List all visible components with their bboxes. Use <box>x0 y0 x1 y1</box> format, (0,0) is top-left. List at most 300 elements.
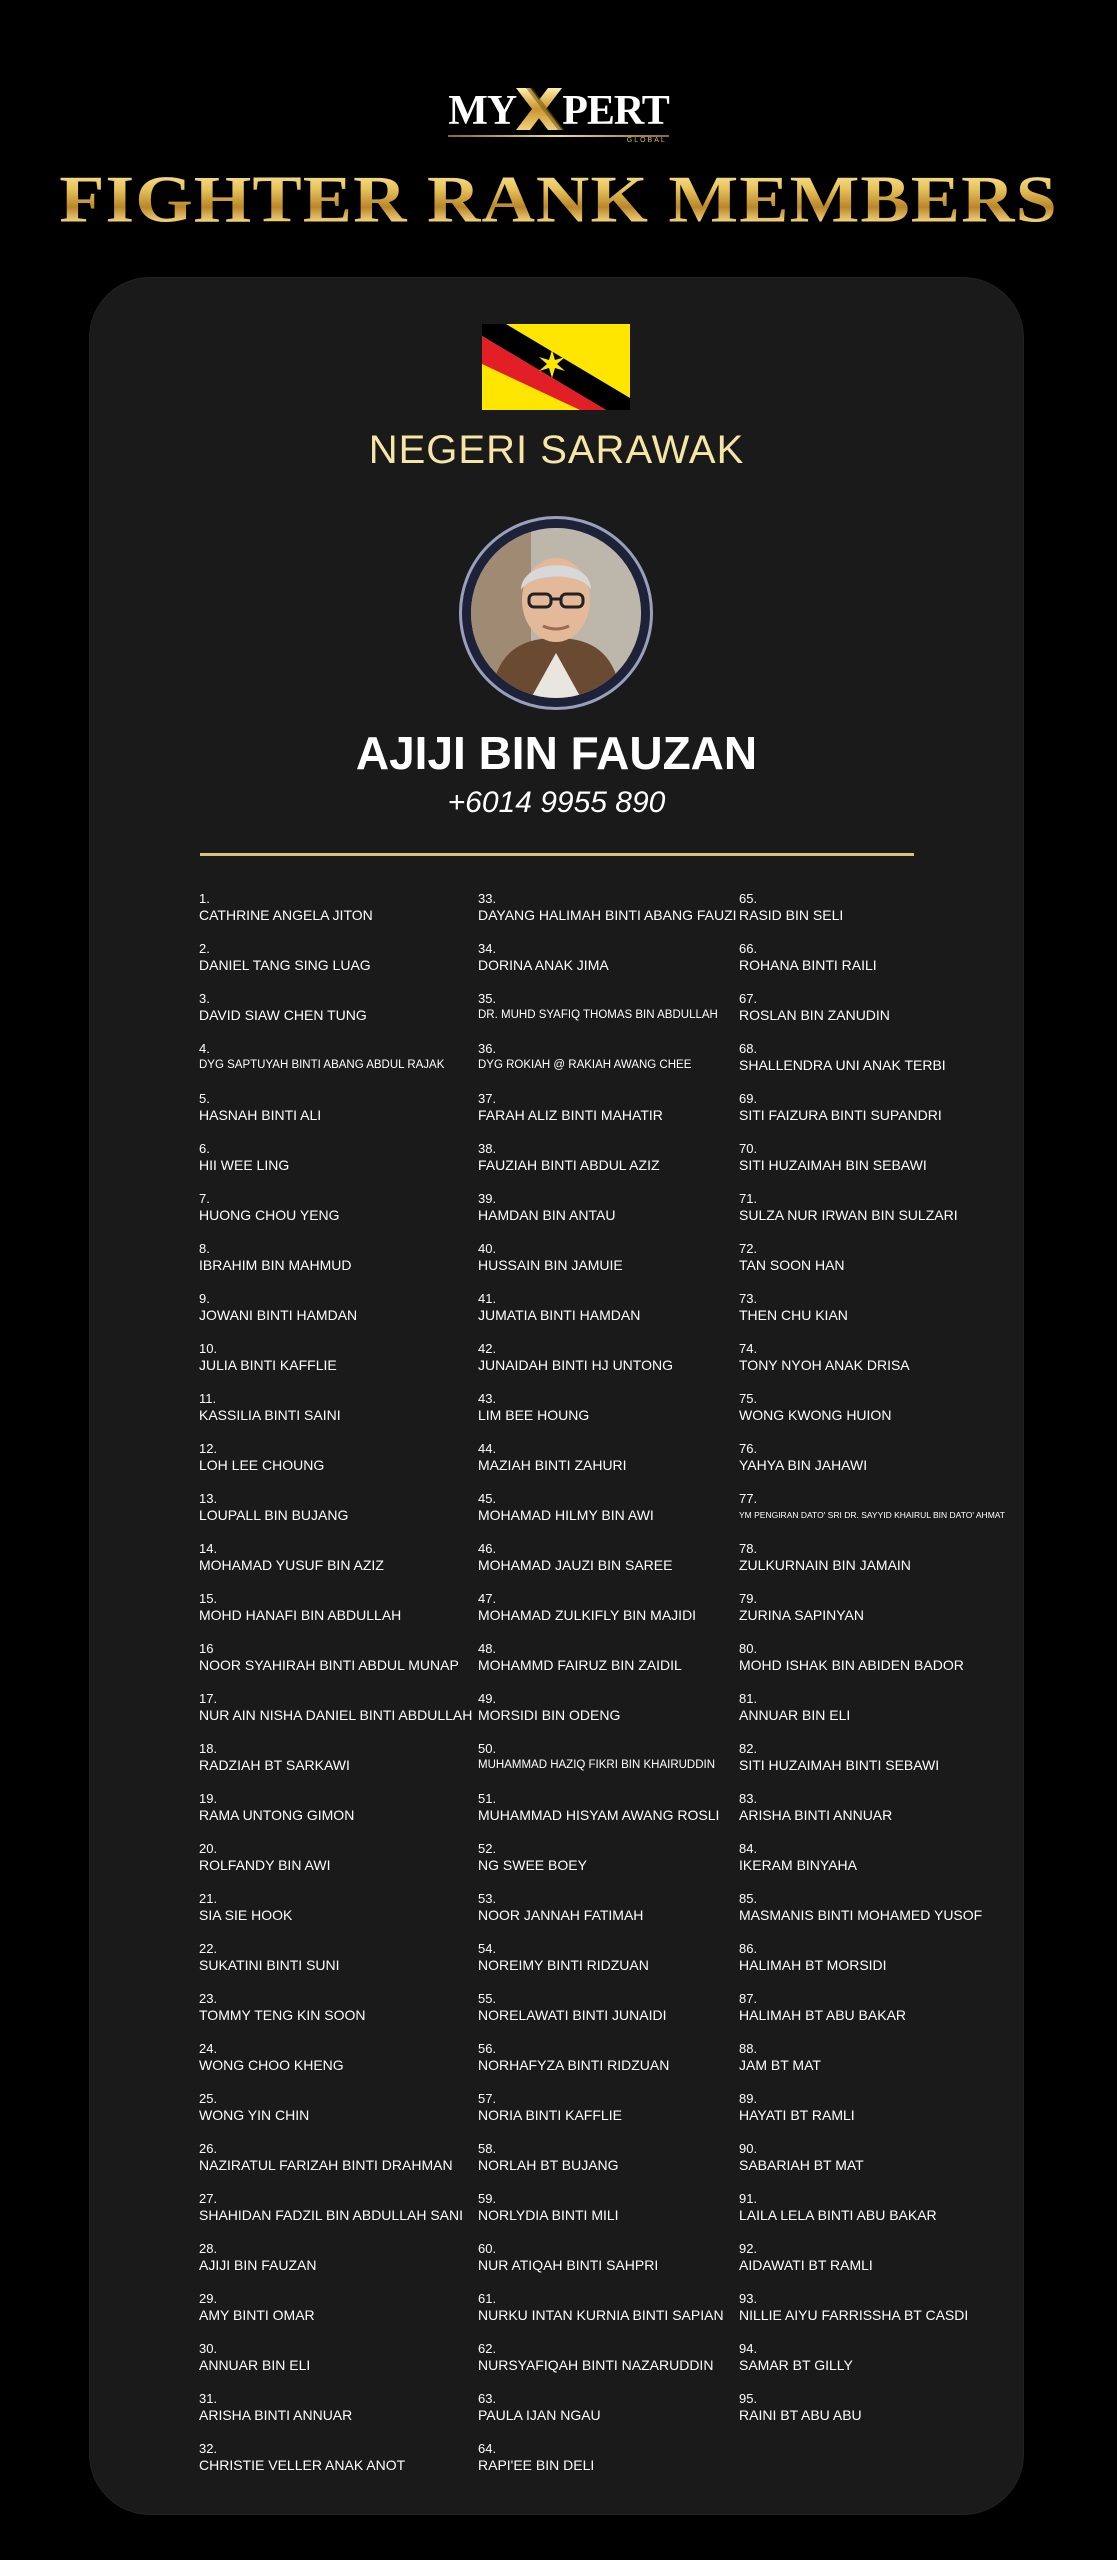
member-number: 86. <box>739 1941 758 1956</box>
list-item <box>199 1692 489 1742</box>
state-name: NEGERI SARAWAK <box>368 428 745 472</box>
list-item <box>739 2342 1029 2392</box>
list-item <box>478 1492 768 1542</box>
member-number: 82. <box>739 1741 758 1756</box>
member-name: NORLAH BT BUJANG <box>478 2156 619 2173</box>
member-number: 94. <box>739 2341 758 2356</box>
member-name: NAZIRATUL FARIZAH BINTI DRAHMAN <box>199 2156 453 2173</box>
list-item <box>478 1142 768 1192</box>
member-number: 39. <box>478 1191 497 1206</box>
list-item <box>199 2442 489 2492</box>
member-number: 83. <box>739 1791 758 1806</box>
member-number: 52. <box>478 1841 497 1856</box>
member-number: 24. <box>199 2041 218 2056</box>
avatar <box>471 528 641 698</box>
member-name: LOUPALL BIN BUJANG <box>199 1506 349 1523</box>
member-name: SITI HUZAIMAH BIN SEBAWI <box>739 1156 927 1173</box>
member-number: 41. <box>478 1291 497 1306</box>
member-name: NG SWEE BOEY <box>478 1856 587 1873</box>
member-number: 35. <box>478 991 497 1006</box>
member-number: 70. <box>739 1141 758 1156</box>
member-name: HALIMAH BT MORSIDI <box>739 1956 887 1973</box>
member-number: 61. <box>478 2291 497 2306</box>
list-item <box>739 2142 1029 2192</box>
member-column-3 <box>739 892 1029 2442</box>
member-name: SIA SIE HOOK <box>199 1906 293 1923</box>
member-name: KASSILIA BINTI SAINI <box>199 1406 341 1423</box>
member-name: WONG YIN CHIN <box>199 2106 310 2123</box>
member-name: NOOR SYAHIRAH BINTI ABDUL MUNAP <box>199 1656 459 1673</box>
list-item <box>478 1642 768 1692</box>
member-name: MAZIAH BINTI ZAHURI <box>478 1456 627 1473</box>
member-name: JUNAIDAH BINTI HJ UNTONG <box>478 1356 673 1373</box>
list-item <box>739 2242 1029 2292</box>
member-name: SHALLENDRA UNI ANAK TERBI <box>739 1056 946 1073</box>
list-item <box>199 992 489 1042</box>
list-item <box>199 1342 489 1392</box>
list-item <box>478 2392 768 2442</box>
member-number: 9. <box>199 1291 210 1306</box>
logo-subtext: GLOBAL <box>626 137 667 144</box>
member-number: 23. <box>199 1991 218 2006</box>
member-number: 55. <box>478 1991 497 2006</box>
member-name: DAVID SIAW CHEN TUNG <box>199 1006 367 1023</box>
member-name: MOHD HANAFI BIN ABDULLAH <box>199 1606 402 1623</box>
logo-text-right: PERT <box>562 88 669 134</box>
list-item <box>478 2242 768 2292</box>
member-number: 59. <box>478 2191 497 2206</box>
member-name: MOHD ISHAK BIN ABIDEN BADOR <box>739 1656 964 1673</box>
member-name: YAHYA BIN JAHAWI <box>739 1456 868 1473</box>
member-name: MASMANIS BINTI MOHAMED YUSOF <box>739 1906 983 1923</box>
list-item <box>199 1092 489 1142</box>
member-name: NILLIE AIYU FARRISSHA BT CASDI <box>739 2306 969 2323</box>
member-number: 11. <box>199 1391 217 1406</box>
member-number: 13. <box>199 1491 218 1506</box>
list-item <box>739 1292 1029 1342</box>
list-item <box>739 1342 1029 1392</box>
member-number: 26. <box>199 2141 218 2156</box>
member-name: ARISHA BINTI ANNUAR <box>739 1806 893 1823</box>
list-item <box>739 2292 1029 2342</box>
member-number: 91. <box>739 2191 758 2206</box>
member-name: ROSLAN BIN ZANUDIN <box>739 1006 890 1023</box>
member-number: 69. <box>739 1091 758 1106</box>
member-number: 21. <box>199 1891 218 1906</box>
member-number: 48. <box>478 1641 497 1656</box>
member-number: 2. <box>199 941 210 956</box>
list-item <box>478 2342 768 2392</box>
member-name: DR. MUHD SYAFIQ THOMAS BIN ABDULLAH <box>478 1008 718 1021</box>
list-item <box>739 1142 1029 1192</box>
list-item <box>199 1242 489 1292</box>
member-number: 73. <box>739 1291 758 1306</box>
list-item <box>199 1942 489 1992</box>
logo-x-icon <box>512 86 566 132</box>
member-name: NURKU INTAN KURNIA BINTI SAPIAN <box>478 2306 724 2323</box>
list-item <box>478 1242 768 1292</box>
member-number: 60. <box>478 2241 497 2256</box>
member-number: 50. <box>478 1741 497 1756</box>
member-number: 87. <box>739 1991 758 2006</box>
member-number: 68. <box>739 1041 758 1056</box>
member-name: IBRAHIM BIN MAHMUD <box>199 1256 352 1273</box>
list-item <box>199 942 489 992</box>
brand-logo <box>0 78 1117 144</box>
member-number: 88. <box>739 2041 758 2056</box>
list-item <box>199 1442 489 1492</box>
member-number: 18. <box>199 1741 218 1756</box>
list-item <box>478 1542 768 1592</box>
member-name: TOMMY TENG KIN SOON <box>199 2006 366 2023</box>
member-name: SAMAR BT GILLY <box>739 2356 853 2373</box>
member-name: MUHAMMAD HISYAM AWANG ROSLI <box>478 1806 720 1823</box>
list-item <box>478 2142 768 2192</box>
member-number: 51. <box>478 1791 497 1806</box>
member-name: ANNUAR BIN ELI <box>739 1706 851 1723</box>
member-name: CHRISTIE VELLER ANAK ANOT <box>199 2456 406 2473</box>
list-item <box>739 1042 1029 1092</box>
member-number: 74. <box>739 1341 758 1356</box>
member-name: ARISHA BINTI ANNUAR <box>199 2406 353 2423</box>
member-number: 46. <box>478 1541 497 1556</box>
list-item <box>478 2442 768 2492</box>
person-photo-icon <box>471 528 641 698</box>
member-number: 66. <box>739 941 758 956</box>
list-item <box>478 1692 768 1742</box>
list-item <box>739 1942 1029 1992</box>
list-item <box>199 2342 489 2392</box>
member-name: ZURINA SAPINYAN <box>739 1606 864 1623</box>
list-item <box>199 1592 489 1642</box>
list-item <box>199 1392 489 1442</box>
list-item <box>199 1042 489 1092</box>
member-number: 34. <box>478 941 497 956</box>
member-number: 44. <box>478 1441 497 1456</box>
member-number: 75. <box>739 1391 758 1406</box>
member-number: 89. <box>739 2091 758 2106</box>
member-number: 93. <box>739 2291 758 2306</box>
list-item <box>199 1642 489 1692</box>
list-item <box>478 1942 768 1992</box>
member-number: 1. <box>199 891 210 906</box>
list-item <box>199 1192 489 1242</box>
member-name: JULIA BINTI KAFFLIE <box>199 1356 337 1373</box>
member-name: RAINI BT ABU ABU <box>739 2406 862 2423</box>
member-name: JOWANI BINTI HAMDAN <box>199 1306 358 1323</box>
member-name: MORSIDI BIN ODENG <box>478 1706 621 1723</box>
member-number: 49. <box>478 1691 497 1706</box>
member-name: IKERAM BINYAHA <box>739 1856 857 1873</box>
list-item <box>199 2042 489 2092</box>
list-item <box>478 1392 768 1442</box>
member-number: 14. <box>199 1541 218 1556</box>
member-name: NORHAFYZA BINTI RIDZUAN <box>478 2056 670 2073</box>
member-name: NURSYAFIQAH BINTI NAZARUDDIN <box>478 2356 714 2373</box>
member-name: PAULA IJAN NGAU <box>478 2406 601 2423</box>
list-item <box>199 1492 489 1542</box>
member-name: SITI HUZAIMAH BINTI SEBAWI <box>739 1756 940 1773</box>
list-item <box>199 1792 489 1842</box>
member-name: ROHANA BINTI RAILI <box>739 956 877 973</box>
member-number: 32. <box>199 2441 218 2456</box>
member-name: NOREIMY BINTI RIDZUAN <box>478 1956 649 1973</box>
list-item <box>199 2142 489 2192</box>
member-column-2 <box>478 892 768 2492</box>
member-name: HASNAH BINTI ALI <box>199 1106 322 1123</box>
list-item <box>478 1092 768 1142</box>
member-name: HALIMAH BT ABU BAKAR <box>739 2006 907 2023</box>
member-number: 40. <box>478 1241 497 1256</box>
list-item <box>478 2042 768 2092</box>
list-item <box>199 2292 489 2342</box>
sarawak-flag-icon <box>482 324 630 410</box>
member-number: 67. <box>739 991 758 1006</box>
member-number: 29. <box>199 2291 218 2306</box>
list-item <box>199 1542 489 1592</box>
member-number: 31. <box>199 2391 218 2406</box>
member-number: 15. <box>199 1591 218 1606</box>
member-number: 16 <box>199 1641 214 1656</box>
member-number: 45. <box>478 1491 497 1506</box>
member-name: ROLFANDY BIN AWI <box>199 1856 331 1873</box>
member-name: HUONG CHOU YENG <box>199 1206 340 1223</box>
list-item <box>739 1692 1029 1742</box>
member-name: HII WEE LING <box>199 1156 290 1173</box>
member-number: 63. <box>478 2391 497 2406</box>
list-item <box>478 992 768 1042</box>
member-name: JAM BT MAT <box>739 2056 821 2073</box>
member-name: THEN CHU KIAN <box>739 1306 848 1323</box>
member-number: 12. <box>199 1441 218 1456</box>
list-item <box>199 2092 489 2142</box>
list-item <box>478 1992 768 2042</box>
list-item <box>199 2192 489 2242</box>
member-name: MOHAMAD YUSUF BIN AZIZ <box>199 1556 384 1573</box>
list-item <box>739 1642 1029 1692</box>
member-number: 10. <box>199 1341 218 1356</box>
member-number: 56. <box>478 2041 497 2056</box>
member-number: 77. <box>739 1491 758 1506</box>
member-name: FARAH ALIZ BINTI MAHATIR <box>478 1106 663 1123</box>
logo-underline <box>448 135 669 137</box>
member-number: 33. <box>478 891 497 906</box>
list-item <box>478 1892 768 1942</box>
member-number: 78. <box>739 1541 758 1556</box>
list-item <box>739 1592 1029 1642</box>
leader-name: AJIJI BIN FAUZAN <box>355 727 758 779</box>
member-number: 4. <box>199 1041 210 1056</box>
member-name: YM PENGIRAN DATO' SRI DR. SAYYID KHAIRUL BIN DATO' AHMAT <box>739 1509 1006 1520</box>
member-number: 47. <box>478 1591 497 1606</box>
list-item <box>739 942 1029 992</box>
member-name: ZULKURNAIN BIN JAMAIN <box>739 1556 911 1573</box>
list-item <box>739 1492 1029 1542</box>
list-item <box>478 1042 768 1092</box>
member-name: TONY NYOH ANAK DRISA <box>739 1356 910 1373</box>
member-number: 90. <box>739 2141 758 2156</box>
list-item <box>478 1592 768 1642</box>
member-number: 8. <box>199 1241 210 1256</box>
member-number: 25. <box>199 2091 218 2106</box>
list-item <box>199 1892 489 1942</box>
member-name: SABARIAH BT MAT <box>739 2156 864 2173</box>
member-number: 64. <box>478 2441 497 2456</box>
member-number: 71. <box>739 1191 758 1206</box>
member-name: SUKATINI BINTI SUNI <box>199 1956 340 1973</box>
member-name: MUHAMMAD HAZIQ FIKRI BIN KHAIRUDDIN <box>478 1758 716 1771</box>
member-name: MOHAMAD ZULKIFLY BIN MAJIDI <box>478 1606 697 1623</box>
member-name: NORLYDIA BINTI MILI <box>478 2206 619 2223</box>
list-item <box>739 2092 1029 2142</box>
list-item <box>478 1292 768 1342</box>
member-name: HAYATI BT RAMLI <box>739 2106 855 2123</box>
list-item <box>199 892 489 942</box>
member-number: 7. <box>199 1191 210 1206</box>
member-name: NOOR JANNAH FATIMAH <box>478 1906 644 1923</box>
list-item <box>739 1092 1029 1142</box>
member-number: 20. <box>199 1841 218 1856</box>
member-number: 80. <box>739 1641 758 1656</box>
member-name: RADZIAH BT SARKAWI <box>199 1756 350 1773</box>
list-item <box>739 1442 1029 1492</box>
member-number: 38. <box>478 1141 497 1156</box>
member-name: NORIA BINTI KAFFLIE <box>478 2106 622 2123</box>
member-number: 37. <box>478 1091 497 1106</box>
member-name: SITI FAIZURA BINTI SUPANDRI <box>739 1106 942 1123</box>
member-name: AMY BINTI OMAR <box>199 2306 315 2323</box>
list-item <box>199 1842 489 1892</box>
member-name: LOH LEE CHOUNG <box>199 1456 325 1473</box>
member-name: DYG SAPTUYAH BINTI ABANG ABDUL RAJAK <box>199 1058 445 1071</box>
member-name: TAN SOON HAN <box>739 1256 845 1273</box>
member-number: 92. <box>739 2241 758 2256</box>
list-item <box>739 1792 1029 1842</box>
list-item <box>739 1542 1029 1592</box>
member-number: 85. <box>739 1891 758 1906</box>
member-number: 3. <box>199 991 210 1006</box>
list-item <box>199 1292 489 1342</box>
member-name: FAUZIAH BINTI ABDUL AZIZ <box>478 1156 660 1173</box>
list-item <box>739 1992 1029 2042</box>
list-item <box>199 1142 489 1192</box>
list-item <box>199 2392 489 2442</box>
page-title: FIGHTER RANK MEMBERS <box>0 164 1117 236</box>
member-name: CATHRINE ANGELA JITON <box>199 906 373 923</box>
member-name: RAMA UNTONG GIMON <box>199 1806 355 1823</box>
member-number: 6. <box>199 1141 210 1156</box>
list-item <box>478 1792 768 1842</box>
member-name: MOHAMAD HILMY BIN AWI <box>478 1506 654 1523</box>
member-name: RASID BIN SELI <box>739 906 844 923</box>
member-name: SHAHIDAN FADZIL BIN ABDULLAH SANI <box>199 2206 463 2223</box>
list-item <box>739 992 1029 1042</box>
list-item <box>739 1842 1029 1892</box>
list-item <box>739 2392 1029 2442</box>
member-name: HAMDAN BIN ANTAU <box>478 1206 616 1223</box>
leader-phone: +6014 9955 890 <box>447 786 666 819</box>
member-number: 72. <box>739 1241 758 1256</box>
member-number: 30. <box>199 2341 218 2356</box>
list-item <box>478 942 768 992</box>
member-number: 76. <box>739 1441 758 1456</box>
member-number: 43. <box>478 1391 497 1406</box>
member-name: WONG KWONG HUION <box>739 1406 892 1423</box>
member-name: AJIJI BIN FAUZAN <box>199 2256 317 2273</box>
members-card <box>90 278 1023 2514</box>
list-item <box>478 892 768 942</box>
member-name: ANNUAR BIN ELI <box>199 2356 311 2373</box>
list-item <box>199 1992 489 2042</box>
member-name: DAYANG HALIMAH BINTI ABANG FAUZI <box>478 906 737 923</box>
member-name: LAILA LELA BINTI ABU BAKAR <box>739 2206 937 2223</box>
leader-avatar-frame <box>459 516 653 710</box>
member-number: 53. <box>478 1891 497 1906</box>
member-number: 79. <box>739 1591 758 1606</box>
list-item <box>478 2192 768 2242</box>
member-name: MOHAMMD FAIRUZ BIN ZAIDIL <box>478 1656 682 1673</box>
list-item <box>478 1192 768 1242</box>
list-item <box>478 1342 768 1392</box>
member-number: 22. <box>199 1941 218 1956</box>
member-number: 19. <box>199 1791 218 1806</box>
list-item <box>478 1742 768 1792</box>
list-item <box>478 1442 768 1492</box>
member-number: 28. <box>199 2241 218 2256</box>
member-name: NUR ATIQAH BINTI SAHPRI <box>478 2256 659 2273</box>
member-number: 62. <box>478 2341 497 2356</box>
list-item <box>199 2242 489 2292</box>
member-number: 65. <box>739 891 758 906</box>
member-name: LIM BEE HOUNG <box>478 1406 590 1423</box>
member-number: 58. <box>478 2141 497 2156</box>
list-item <box>739 2192 1029 2242</box>
member-number: 95. <box>739 2391 758 2406</box>
member-number: 42. <box>478 1341 497 1356</box>
member-name: MOHAMAD JAUZI BIN SAREE <box>478 1556 673 1573</box>
member-name: DYG ROKIAH @ RAKIAH AWANG CHEE <box>478 1058 692 1071</box>
member-name: JUMATIA BINTI HAMDAN <box>478 1306 641 1323</box>
list-item <box>478 1842 768 1892</box>
divider <box>200 853 914 856</box>
member-name: DANIEL TANG SING LUAG <box>199 956 371 973</box>
member-number: 57. <box>478 2091 497 2106</box>
member-number: 17. <box>199 1691 218 1706</box>
list-item <box>739 1392 1029 1442</box>
member-name: NUR AIN NISHA DANIEL BINTI ABDULLAH <box>199 1706 473 1723</box>
member-name: DORINA ANAK JIMA <box>478 956 609 973</box>
logo-text-left: MY <box>448 88 517 134</box>
member-name: AIDAWATI BT RAMLI <box>739 2256 873 2273</box>
list-item <box>739 1742 1029 1792</box>
list-item <box>739 1892 1029 1942</box>
member-name: NORELAWATI BINTI JUNAIDI <box>478 2006 667 2023</box>
member-name: RAPI'EE BIN DELI <box>478 2456 595 2473</box>
member-column-1 <box>199 892 489 2492</box>
list-item <box>739 892 1029 942</box>
member-number: 5. <box>199 1091 210 1106</box>
member-name: WONG CHOO KHENG <box>199 2056 344 2073</box>
member-name: HUSSAIN BIN JAMUIE <box>478 1256 623 1273</box>
member-number: 84. <box>739 1841 758 1856</box>
list-item <box>739 1192 1029 1242</box>
member-number: 54. <box>478 1941 497 1956</box>
list-item <box>739 1242 1029 1292</box>
list-item <box>739 2042 1029 2092</box>
member-number: 81. <box>739 1691 758 1706</box>
list-item <box>199 1742 489 1792</box>
member-number: 27. <box>199 2191 218 2206</box>
